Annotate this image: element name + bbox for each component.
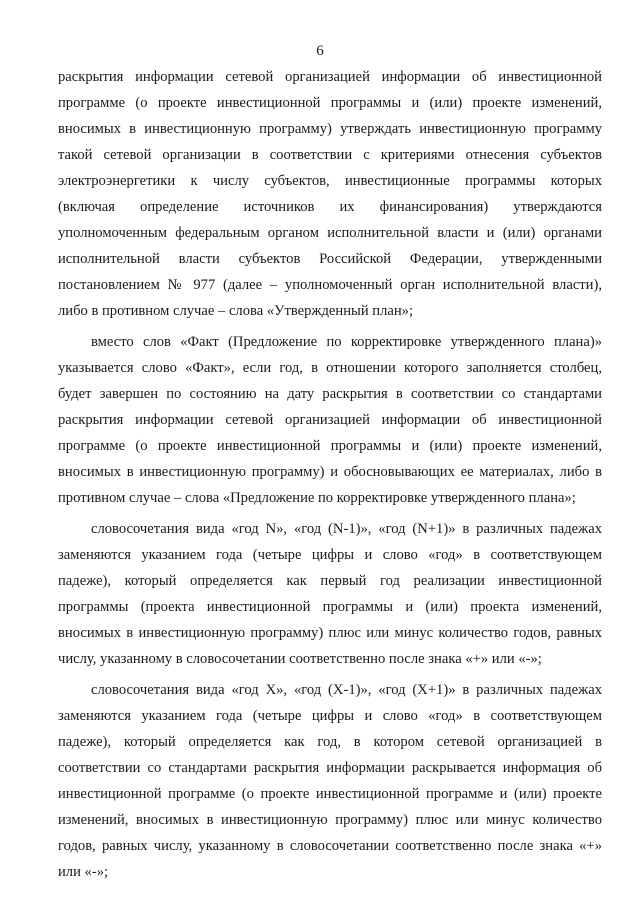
text-line: постановлением № 977 (далее – уполномоченный орган исполнительной власти), (58, 277, 602, 293)
text-line: (включая определение источников их финансирования) утверждаются (58, 199, 602, 215)
text-line: будет завершен по состоянию на дату раскрытия в соответствии со стандартами (58, 386, 602, 402)
text-line: заменяются указанием года (четыре цифры и слово «год» в соответствующем (58, 547, 602, 563)
text-line: либо в противном случае – слова «Утвержденный план»; (58, 303, 414, 319)
text-line: уполномоченным федеральным органом исполнительной власти и (или) органами (58, 225, 602, 241)
text-line: электроэнергетики к числу субъектов, инвестиционные программы которых (58, 173, 602, 189)
text-line: противном случае – слова «Предложение по корректировке утвержденного плана»; (58, 490, 576, 506)
text-line: исполнительной власти субъектов Российской Федерации, утвержденными (58, 251, 602, 267)
text-line: раскрытия информации сетевой организацией информации об инвестиционной (58, 412, 602, 428)
text-line: указывается слово «Факт», если год, в отношении которого заполняется столбец, (58, 360, 602, 376)
text-line: изменений, вносимых в инвестиционную программу) плюс или минус количество (58, 812, 602, 828)
text-line: заменяются указанием года (четыре цифры и слово «год» в соответствующем (58, 708, 602, 724)
text-line: годов, равных числу, указанному в словосочетании соответственно после знака «+» (58, 838, 602, 854)
text-line: соответствии со стандартами раскрытия информации раскрывается информация об (58, 760, 602, 776)
text-line: словосочетания вида «год X», «год (X-1)», «год (X+1)» в различных падежах (91, 682, 602, 698)
text-line: падеже), который определяется как первый год реализации инвестиционной (58, 573, 602, 589)
text-line: программе (о проекте инвестиционной программы и (или) проекте изменений, (58, 95, 602, 111)
paragraph (58, 329, 602, 511)
paragraph (58, 64, 602, 324)
text-line: или «-»; (58, 864, 109, 880)
text-line: вносимых в инвестиционную программу) плюс или минус количество годов, равных (58, 625, 602, 641)
text-line: программы (проекта инвестиционной программы и (или) проекта изменений, (58, 599, 602, 615)
text-line: такой сетевой организации в соответствии с критериями отнесения субъектов (58, 147, 602, 163)
text-line: словосочетания вида «год N», «год (N-1)», «год (N+1)» в различных падежах (91, 521, 602, 537)
text-line: вместо слов «Факт (Предложение по корректировке утвержденного плана)» (91, 334, 602, 350)
paragraph (58, 516, 602, 672)
text-line: раскрытия информации сетевой организацией информации об инвестиционной (58, 69, 602, 85)
text-line: вносимых в инвестиционную программу) и обосновывающих ее материалах, либо в (58, 464, 602, 480)
page-number: 6 (316, 43, 324, 59)
text-line: числу, указанному в словосочетании соответственно после знака «+» или «-»; (58, 651, 542, 667)
text-line: программе (о проекте инвестиционной программы и (или) проекте изменений, (58, 438, 602, 454)
text-line: вносимых в инвестиционную программу) утверждать инвестиционную программу (58, 121, 602, 137)
text-line: падеже), который определяется как год, в котором сетевой организацией в (58, 734, 602, 750)
document-body (58, 64, 602, 885)
text-line: инвестиционной программе (о проекте инвестиционной программе и (или) проекте (58, 786, 602, 802)
paragraph (58, 677, 602, 885)
